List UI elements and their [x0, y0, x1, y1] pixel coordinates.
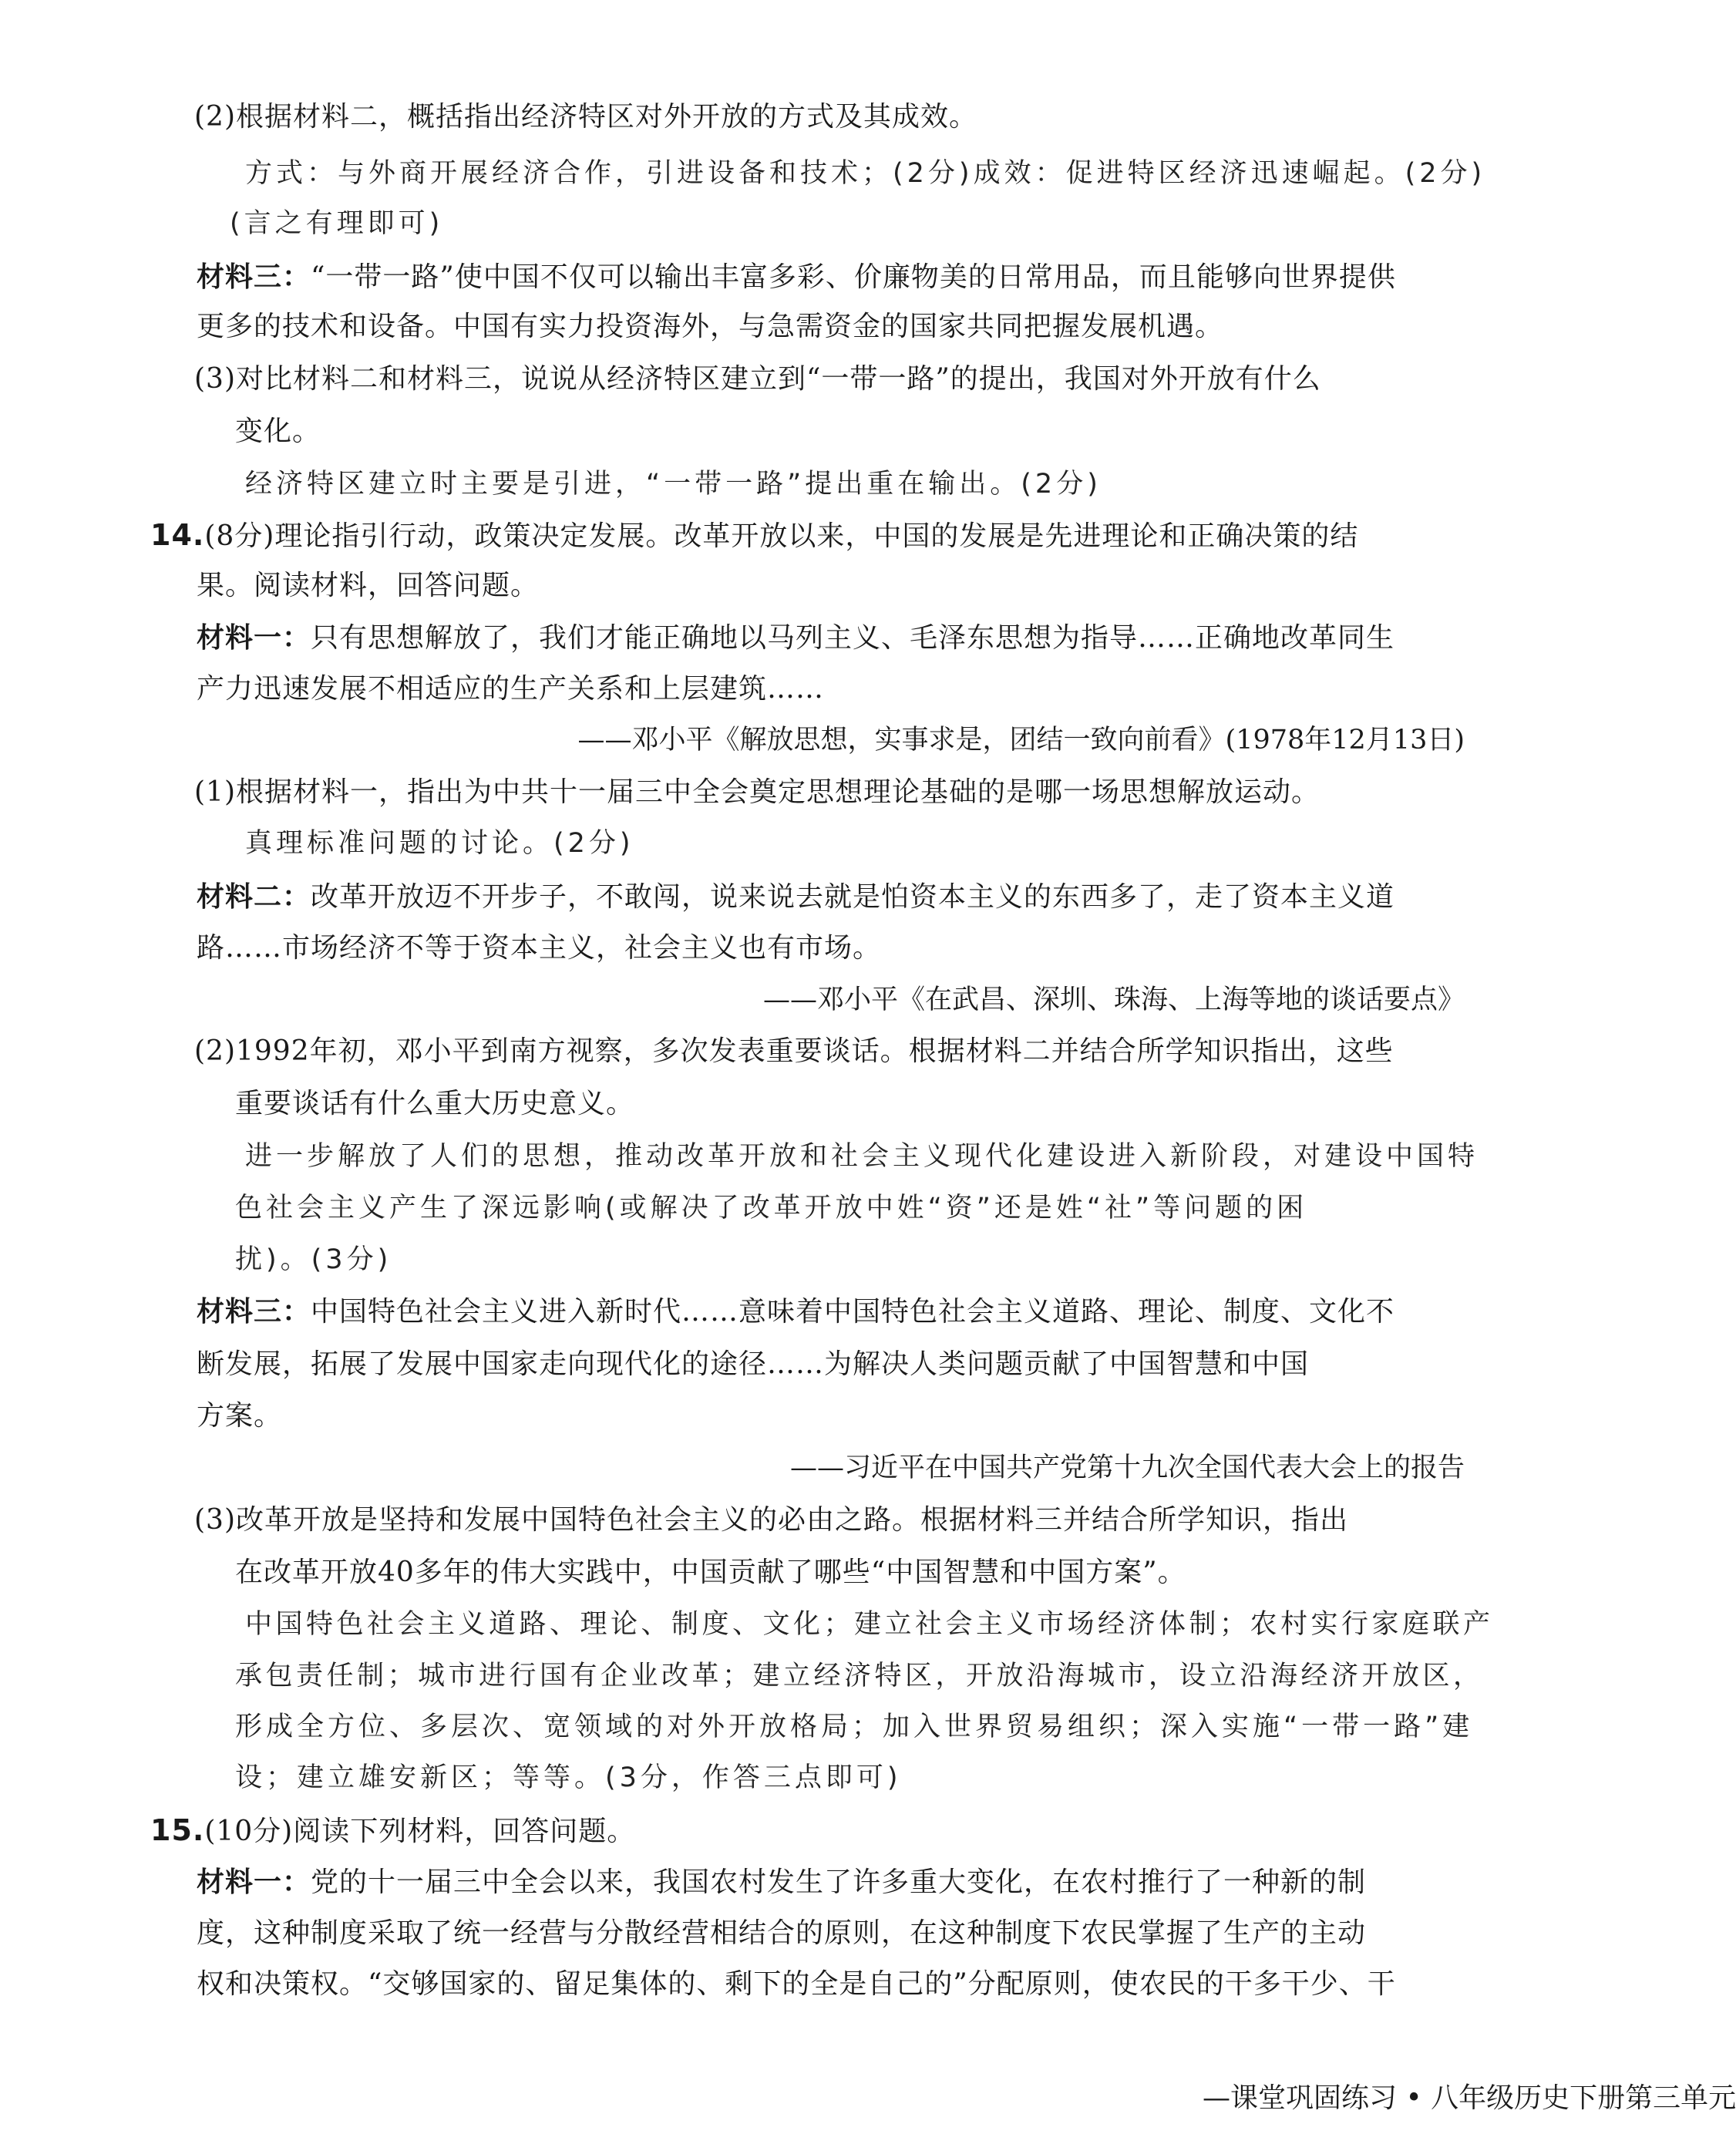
- q14-material-2-line-1: 材料二：改革开放迈不开步子，不敢闯，说来说去就是怕资本主义的东西多了，走了资本主义道: [197, 881, 1395, 913]
- material-label: 材料一：: [197, 1866, 311, 1898]
- q14-stem-line-2: 果。阅读材料，回答问题。: [197, 570, 540, 601]
- q14-answer-3-line-2: 承包责任制；城市进行国有企业改革；建立经济特区，开放沿海城市，设立沿海经济开放区，: [235, 1661, 1484, 1691]
- q14-material-1-line-2: 产力迅速发展不相适应的生产关系和上层建筑……: [197, 673, 825, 705]
- material-label: 材料二：: [197, 881, 311, 913]
- q15-material-1-line-1: 材料一：党的十一届三中全会以来，我国农村发生了许多重大变化，在农村推行了一种新的制: [197, 1866, 1367, 1898]
- q14-subquestion-1: (1)根据材料一，指出为中共十一届三中全会奠定思想理论基础的是哪一场思想解放运动。: [194, 776, 1320, 808]
- q14-material-3-line-2: 断发展，拓展了发展中国家走向现代化的途径……为解决人类问题贡献了中国智慧和中国: [197, 1348, 1310, 1380]
- material-label: 材料三：: [197, 1296, 311, 1328]
- q14-subquestion-3-line-2: 在改革开放40多年的伟大实践中，中国贡献了哪些“中国智慧和中国方案”。: [235, 1557, 1186, 1588]
- q14-answer-2-line-3: 扰)。(3分): [235, 1244, 392, 1275]
- q13-subquestion-3-line-1: (3)对比材料二和材料三，说说从经济特区建立到“一带一路”的提出，我国对外开放有什么: [194, 363, 1321, 395]
- q15-stem: 15.(10分)阅读下列材料，回答问题。: [150, 1813, 636, 1847]
- q13-answer-3: 经济特区建立时主要是引进，“一带一路”提出重在输出。(2分): [245, 469, 1102, 500]
- q13-subquestion-3-line-2: 变化。: [235, 416, 321, 447]
- material-label: 材料三：: [197, 261, 311, 293]
- page-footer: —课堂巩固练习 • 八年级历史下册第三单元: [1203, 2082, 1736, 2114]
- q14-answer-3-line-4: 设；建立雄安新区；等等。(3分，作答三点即可): [235, 1762, 902, 1793]
- q13-material-3-line-1: 材料三：“一带一路”使中国不仅可以输出丰富多彩、价廉物美的日常用品，而且能够向世界提供: [197, 261, 1396, 293]
- q14-material-1-source: ——邓小平《解放思想，实事求是，团结一致向前看》(1978年12月13日): [577, 725, 1465, 756]
- q15-material-1-line-2: 度，这种制度采取了统一经营与分散经营相结合的原则，在这种制度下农民掌握了生产的主动: [197, 1917, 1367, 1949]
- q14-answer-3-line-1: 中国特色社会主义道路、理论、制度、文化；建立社会主义市场经济体制；农村实行家庭联产: [245, 1609, 1494, 1640]
- q14-subquestion-2-line-2: 重要谈话有什么重大历史意义。: [235, 1088, 635, 1119]
- q13-material-3-line-2: 更多的技术和设备。中国有实力投资海外，与急需资金的国家共同把握发展机遇。: [197, 311, 1224, 342]
- q14-material-3-source: ——习近平在中国共产党第十九次全国代表大会上的报告: [789, 1452, 1465, 1483]
- q14-answer-1: 真理标准问题的讨论。(2分): [245, 828, 634, 859]
- q14-answer-2-line-1: 进一步解放了人们的思想，推动改革开放和社会主义现代化建设进入新阶段，对建设中国特: [245, 1141, 1479, 1172]
- q13-answer-2-line-2: (言之有理即可): [230, 208, 444, 239]
- q14-material-2-source: ——邓小平《在武昌、深圳、珠海、上海等地的谈话要点》: [762, 985, 1465, 1015]
- q14-material-1-line-1: 材料一：只有思想解放了，我们才能正确地以马列主义、毛泽东思想为指导……正确地改革同生: [197, 622, 1395, 654]
- q14-subquestion-3-line-1: (3)改革开放是坚持和发展中国特色社会主义的必由之路。根据材料三并结合所学知识，指出: [194, 1504, 1348, 1536]
- question-number: 14.: [150, 518, 205, 552]
- q14-stem-line-1: 14.(8分)理论指引行动，政策决定发展。改革开放以来，中国的发展是先进理论和正确决策的结: [150, 518, 1359, 552]
- q14-subquestion-2-line-1: (2)1992年初，邓小平到南方视察，多次发表重要谈话。根据材料二并结合所学知识指出，这些: [194, 1035, 1394, 1067]
- q15-material-1-line-3: 权和决策权。“交够国家的、留足集体的、剩下的全是自己的”分配原则，使农民的干多干少、干: [197, 1968, 1396, 2000]
- q14-material-2-line-2: 路……市场经济不等于资本主义，社会主义也有市场。: [197, 932, 882, 964]
- q14-answer-2-line-2: 色社会主义产生了深远影响(或解决了改革开放中姓“资”还是姓“社”等问题的困: [235, 1193, 1308, 1224]
- q14-answer-3-line-3: 形成全方位、多层次、宽领域的对外开放格局；加入世界贸易组织；深入实施“一带一路”建: [235, 1712, 1474, 1742]
- q14-material-3-line-3: 方案。: [197, 1400, 283, 1432]
- q13-answer-2-line-1: 方式：与外商开展经济合作，引进设备和技术；(2分)成效：促进特区经济迅速崛起。(2分): [245, 158, 1486, 189]
- question-number: 15.: [150, 1813, 205, 1847]
- material-label: 材料一：: [197, 622, 311, 654]
- q13-subquestion-2: (2)根据材料二，概括指出经济特区对外开放的方式及其成效。: [194, 101, 977, 133]
- q14-material-3-line-1: 材料三：中国特色社会主义进入新时代……意味着中国特色社会主义道路、理论、制度、文化不: [197, 1296, 1395, 1328]
